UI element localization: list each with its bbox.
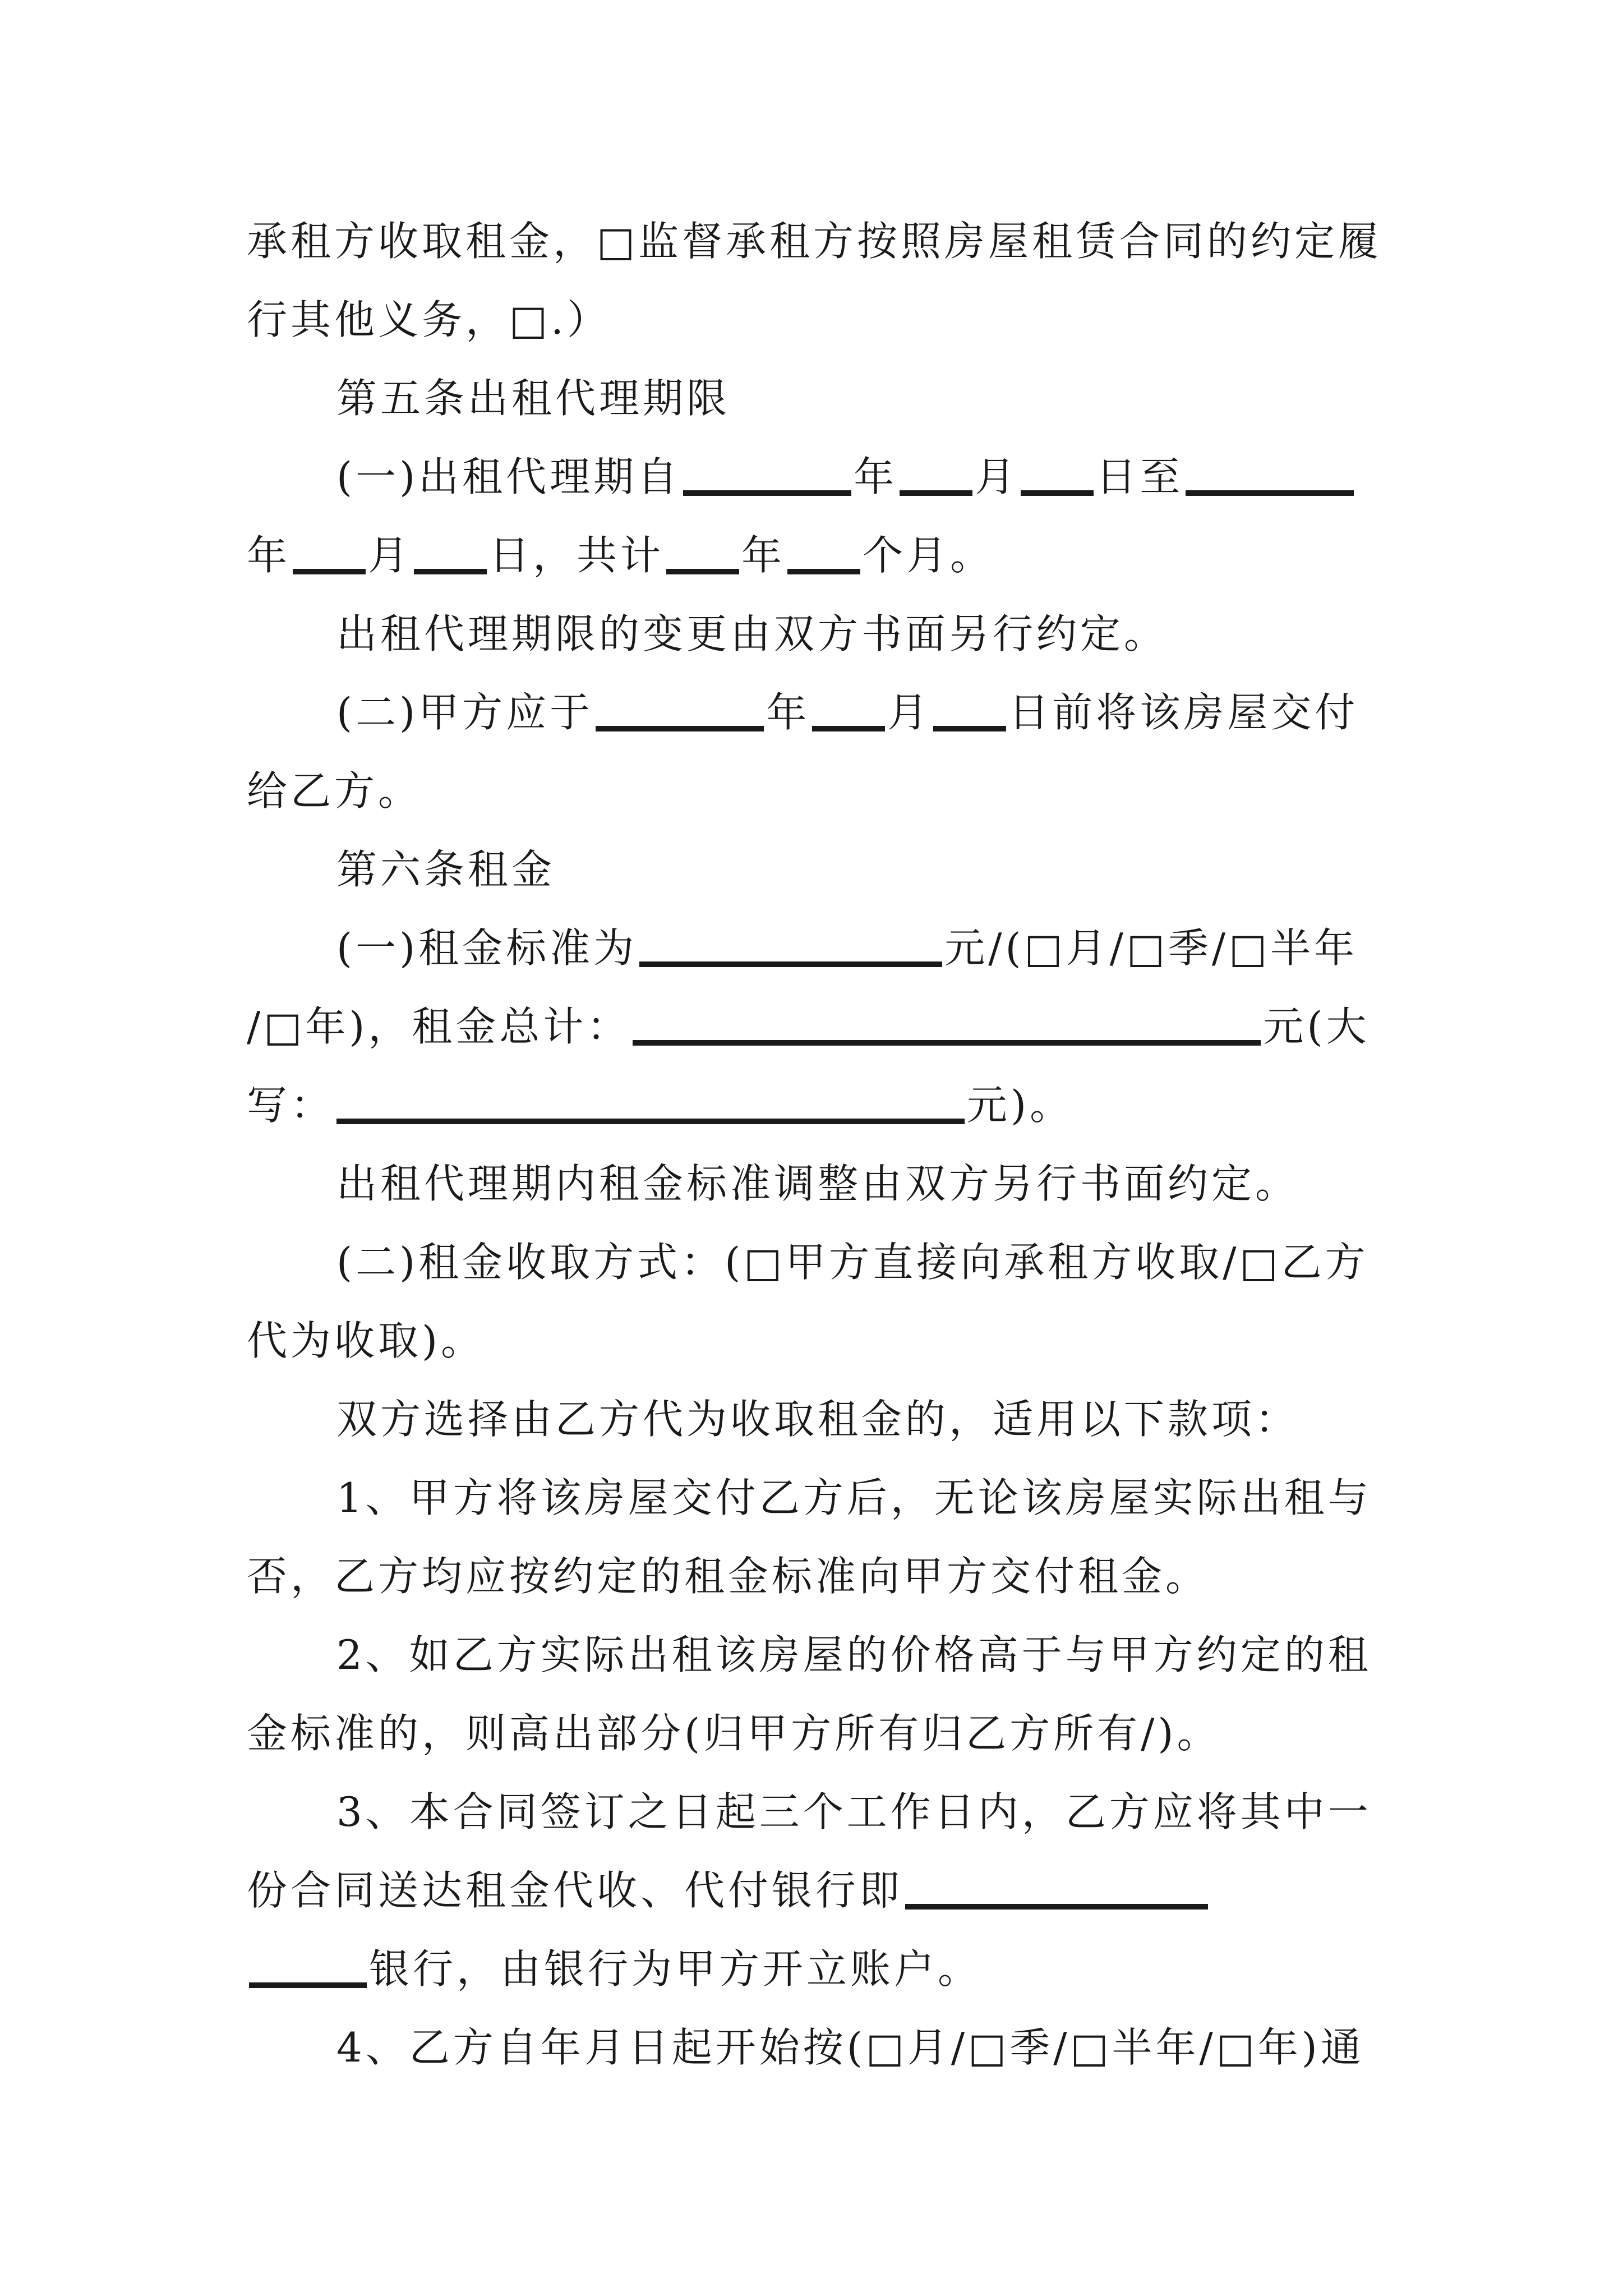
paragraph-line	[336, 920, 1358, 976]
paragraph-line	[247, 1862, 1210, 1918]
paragraph-line: 1、甲方将该房屋交付乙方后，无论该房屋实际出租与	[336, 1474, 1372, 1521]
blank-underline	[1186, 490, 1354, 496]
blank-underline	[633, 1040, 1261, 1046]
blank-underline	[666, 569, 739, 574]
text-segment: 日，共计	[489, 532, 665, 579]
text-segment: 年	[741, 532, 786, 579]
blank-underline	[1021, 490, 1094, 496]
paragraph-line: (二)租金收取方式：(□甲方直接向承租方收取/□乙方	[336, 1239, 1369, 1286]
text-segment: 月	[975, 453, 1019, 500]
blank-underline	[596, 726, 764, 731]
paragraph-line: 代为收取)。	[247, 1317, 485, 1364]
text-segment: 元)。	[967, 1082, 1074, 1129]
paragraph-line: 给乙方。	[247, 767, 422, 815]
blank-underline	[414, 569, 487, 574]
paragraph-line	[247, 1941, 981, 1997]
blank-underline	[933, 726, 1006, 731]
blank-underline	[293, 569, 366, 574]
paragraph-line	[247, 1077, 1073, 1133]
blank-underline	[683, 490, 851, 496]
text-segment: 元(大	[1263, 1003, 1370, 1050]
paragraph-line: 否，乙方均应按约定的租金标准向甲方交付租金。	[247, 1553, 1210, 1600]
paragraph-line: 承租方收取租金，□监督承租方按照房屋租赁合同的约定履	[247, 218, 1382, 265]
text-segment: 年	[247, 532, 291, 579]
blank-underline	[336, 1119, 965, 1124]
text-segment: 元/(□月/□季/□半年	[944, 924, 1358, 972]
text-segment: 份合同送达租金代收、代付银行即	[247, 1867, 903, 1914]
paragraph-line: 金标准的，则高出部分(归甲方所有归乙方所有/)。	[247, 1710, 1221, 1757]
blank-underline	[905, 1904, 1208, 1910]
blank-underline	[900, 490, 972, 496]
text-segment: 年	[854, 453, 898, 500]
paragraph-line	[247, 527, 994, 583]
blank-underline	[639, 961, 942, 967]
text-segment: 日前将该房屋交付	[1008, 689, 1359, 736]
paragraph-line: 4、乙方自年月日起开始按(□月/□季/□半年/□年)通	[336, 2024, 1364, 2071]
text-segment: 写：	[247, 1082, 335, 1129]
text-segment: 月	[887, 689, 932, 736]
paragraph-line	[336, 684, 1358, 740]
paragraph-line	[336, 449, 1356, 505]
text-segment: 银行，由银行为甲方开立账户。	[369, 1945, 982, 1993]
text-segment: 个月。	[863, 532, 994, 579]
blank-underline	[812, 726, 885, 731]
text-segment: (一)出租代理期自	[336, 453, 681, 500]
text-segment: (一)租金标准为	[336, 924, 638, 972]
article-heading-5: 第五条出租代理期限	[336, 375, 731, 422]
paragraph-line: 出租代理期内租金标准调整由双方另行书面约定。	[336, 1160, 1299, 1207]
text-segment: 年	[766, 689, 810, 736]
paragraph-line: 双方选择由乙方代为收取租金的，适用以下款项：	[336, 1396, 1299, 1443]
paragraph-line	[247, 999, 1370, 1055]
paragraph-line: 2、如乙方实际出租该房屋的价格高于与甲方约定的租	[336, 1631, 1372, 1678]
text-segment: (二)甲方应于	[336, 689, 594, 736]
text-segment: 日至	[1096, 453, 1184, 500]
article-heading-6: 第六条租金	[336, 846, 556, 893]
blank-underline	[787, 569, 860, 574]
text-segment: /□年)，租金总计：	[247, 1003, 631, 1050]
paragraph-line: 出租代理期限的变更由双方书面另行约定。	[336, 610, 1168, 657]
paragraph-line: 3、本合同签订之日起三个工作日内，乙方应将其中一	[336, 1788, 1372, 1835]
paragraph-line: 行其他义务，□.）	[247, 296, 611, 343]
text-segment: 月	[368, 532, 412, 579]
blank-underline	[249, 1982, 367, 1988]
